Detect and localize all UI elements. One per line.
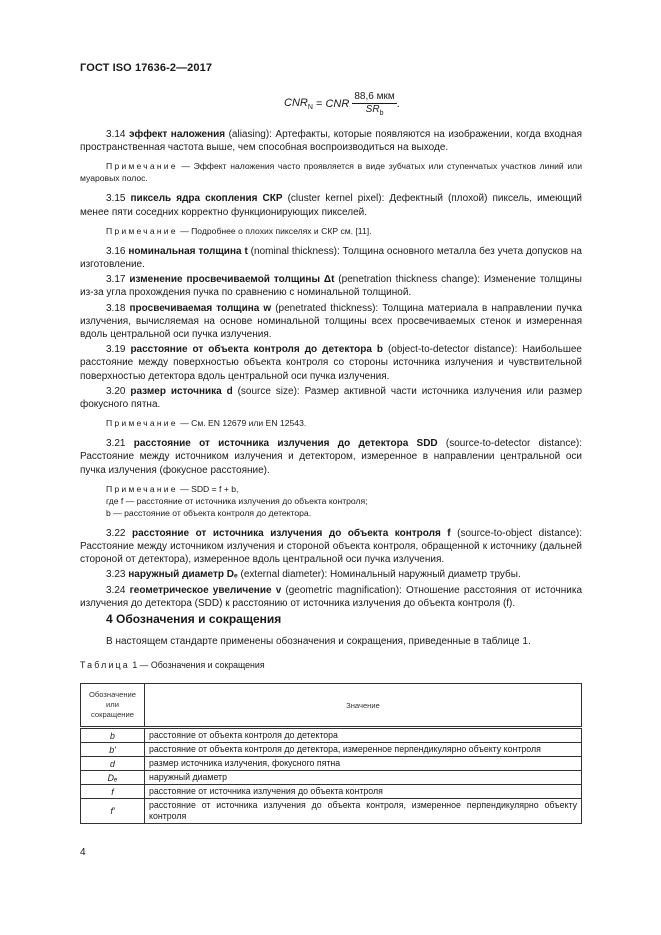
formula-denominator: SR: [365, 104, 380, 115]
note-3-15: Примечание — Подробнее о плохих пикселях и СКР см. [11].: [106, 225, 372, 236]
cnr-formula: [284, 92, 400, 117]
formula-numerator: 88,6 мкм: [354, 91, 395, 102]
term-3-16: 3.16 номинальная толщина t (nominal thickness): Толщина основного металла без учета допусков на изготовление.: [80, 245, 582, 271]
table-cell-meaning: расстояние от источника излучения до объекта контроля: [145, 785, 582, 799]
formula-den-sub: b: [379, 110, 384, 117]
table-caption: Таблица 1 — Обозначения и сокращения: [80, 660, 265, 670]
term-3-24: 3.24 геометрическое увеличение v (geometric magnification): Отношение расстояния от источника излучения до детектора (SDD) к расстоянию от источника излучения до объекта контроля (f).: [80, 584, 582, 609]
term-3-23: 3.23 наружный диаметр Dₑ (external diameter): Номинальный наружный диаметр трубы.: [106, 569, 521, 581]
term-3-21: 3.21 расстояние от источника излучения до детектора SDD (source-to-detector distance): Расстояние между источником излучения и детектором, измеренное в направлении центральной оси пучка излучения (фокусное расстояние).: [80, 438, 583, 476]
table-row: [81, 799, 582, 824]
table-cell-meaning: наружный диаметр: [145, 771, 582, 785]
term-3-19: 3.19 расстояние от объекта контроля до детектора b (object-to-detector distance): Наибольшее расстояние между поверхностью объекта контроля со стороны источника излучения и чувствительной поверхностью детектора вдоль центральной оси пучка излучения.: [80, 344, 582, 382]
formula-end: .: [396, 98, 400, 110]
table-cell-symbol: b: [81, 728, 145, 743]
formula-lhs: CNR: [284, 96, 308, 109]
formula-rhs: CNR: [325, 98, 350, 110]
term-3-22: 3.22 расстояние от источника излучения до объекта контроля f (source-to-object distance): Расстояние между источником излучения и стороной объекта контроля, обращенной к источнику (дальней стороной от детектора), измеренное вдоль центральной оси пучка излучения.: [80, 527, 582, 566]
formula-fraction: [352, 92, 396, 117]
table-cell-symbol: Dₑ: [81, 771, 145, 785]
table-cell-symbol: d: [81, 757, 145, 771]
formula-lhs-sub: N: [307, 104, 313, 112]
term-3-15: 3.15 пиксель ядра скопления СКР (cluster kernel pixel): Дефектный (плохой) пиксель, имеющий менее пяти соседних корректно функционирующих пикселей.: [80, 193, 582, 218]
table-cell-meaning: размер источника излучения, фокусного пятна: [145, 757, 582, 771]
col-header-symbol: Обозначение или сокращение: [81, 684, 145, 728]
table-header-row: [81, 684, 582, 728]
table-row: [81, 785, 582, 799]
formula-eq: =: [315, 98, 323, 110]
note-3-21-line-1: где f — расстояние от источника излучения до объекта контроля;: [106, 495, 368, 506]
note-3-14: Примечание — Эффект наложения часто проявляется в виде зубчатых или ступенчатых участков линий или муаровых полос.: [80, 161, 582, 184]
terms-body: [80, 128, 582, 612]
page-header: ГОСТ ISO 17636-2—2017: [80, 62, 213, 74]
table-cell-meaning: расстояние от объекта контроля до детектора: [145, 728, 582, 743]
table-cell-meaning: расстояние от источника излучения до объекта контроля, измеренное перпендикулярно объекту контроля: [145, 799, 582, 824]
section-intro: В настоящем стандарте применены обозначения и сокращения, приведенные в таблице 1.: [106, 636, 531, 647]
term-3-14: 3.14 эффект наложения (aliasing): Артефакты, которые появляются на изображении, когда входная пространственная частота выше, чем способная воспроизводиться на выходе.: [80, 129, 582, 154]
table-cell-symbol: b': [81, 743, 145, 757]
term-3-18: 3.18 просвечиваемая толщина w (penetrated thickness): Толщина материала в направлении пучка излучения, вычисляемая на основе номинальной толщины всех просвечиваемых стенок и измеренная вдоль центральной оси пучка излучения.: [80, 302, 583, 341]
table-cell-symbol: f': [81, 799, 145, 824]
table-cell-meaning: расстояние от объекта контроля до детектора, измеренное перпендикулярно объекту контроля: [145, 743, 582, 757]
note-3-21: Примечание — SDD = f + b,: [106, 483, 239, 494]
section-title: 4 Обозначения и сокращения: [106, 612, 282, 626]
note-3-20: Примечание — См. EN 12679 или EN 12543.: [106, 418, 307, 429]
page-number: 4: [80, 847, 86, 858]
table-row: [81, 757, 582, 771]
table-row: [81, 728, 582, 743]
term-3-20: 3.20 размер источника d (source size): Размер активной части источника излучения или размер фокусного пятна.: [80, 385, 583, 411]
term-3-17: 3.17 изменение просвечиваемой толщины Δt (penetration thickness change): Изменение толщины из-за угла прохождения пучка по сравнению с номинальной толщиной.: [80, 274, 582, 299]
symbols-table: [80, 683, 582, 824]
col-header-meaning: Значение: [145, 684, 582, 728]
table-row: [81, 771, 582, 785]
table-row: [81, 743, 582, 757]
table-cell-symbol: f: [81, 785, 145, 799]
note-3-21-line-2: b — расстояние от объекта контроля до детектора.: [106, 507, 312, 518]
